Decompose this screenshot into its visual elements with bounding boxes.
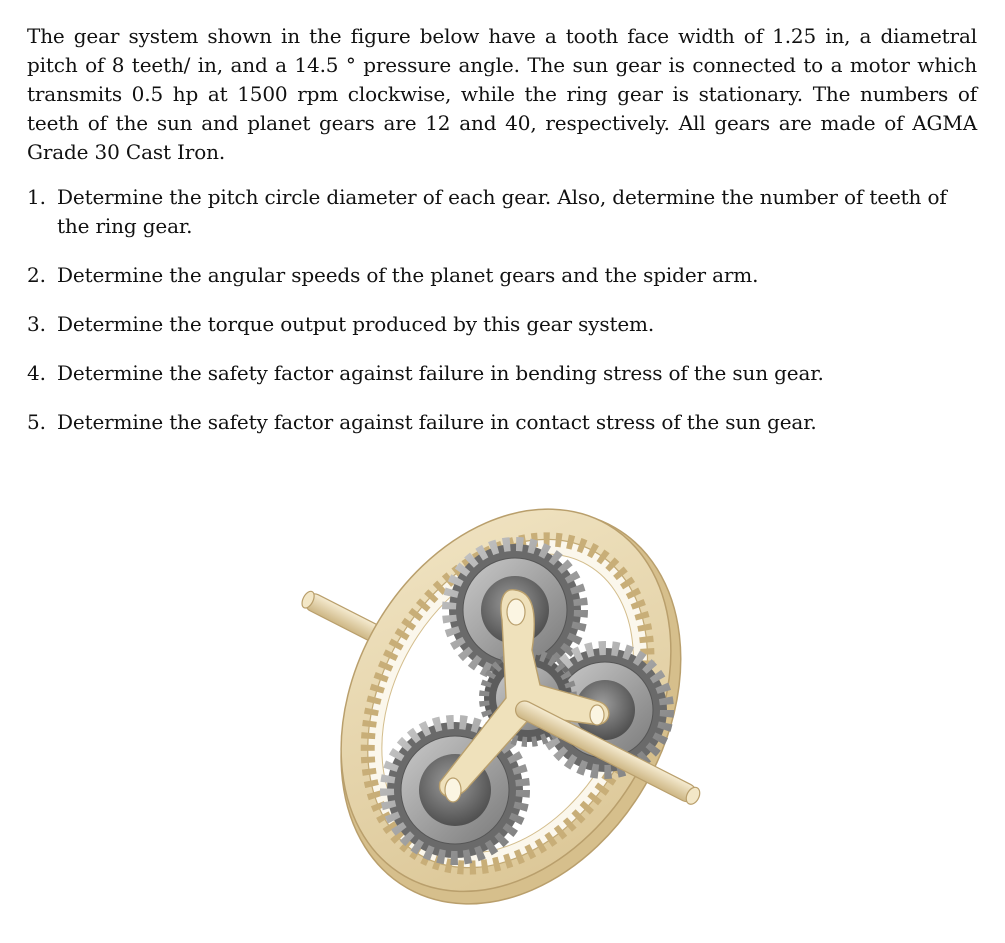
task-list [27, 183, 977, 437]
task-item [27, 183, 977, 241]
task-text: Determine the angular speeds of the planet gears and the spider arm. [57, 263, 759, 287]
task-text: Determine the pitch circle diameter of each gear. Also, determine the number of teeth of the ring gear. [57, 185, 947, 238]
problem-page [27, 22, 977, 457]
task-number: 3. [27, 312, 46, 336]
planetary-gear-figure [270, 470, 740, 930]
task-number: 4. [27, 361, 46, 385]
task-number: 5. [27, 410, 46, 434]
task-text: Determine the safety factor against failure in contact stress of the sun gear. [57, 410, 817, 434]
task-item [27, 310, 977, 339]
task-item [27, 408, 977, 437]
task-number: 1. [27, 185, 46, 209]
planetary-gear-illustration [270, 470, 740, 930]
task-text: Determine the safety factor against failure in bending stress of the sun gear. [57, 361, 824, 385]
task-number: 2. [27, 263, 46, 287]
problem-statement: The gear system shown in the figure below have a tooth face width of 1.25 in, a diametral pitch of 8 teeth/ in, and a 14.5 ° pressure angle. The sun gear is connected to a motor which transmits 0.5 hp at 1500 rpm clockwise, while the ring gear is stationary. The numbers of teeth of the sun and planet gears are 12 and 40, respectively. All gears are made of AGMA Grade 30 Cast Iron. [27, 24, 977, 164]
task-item [27, 261, 977, 290]
task-item [27, 359, 977, 388]
task-text: Determine the torque output produced by this gear system. [57, 312, 655, 336]
